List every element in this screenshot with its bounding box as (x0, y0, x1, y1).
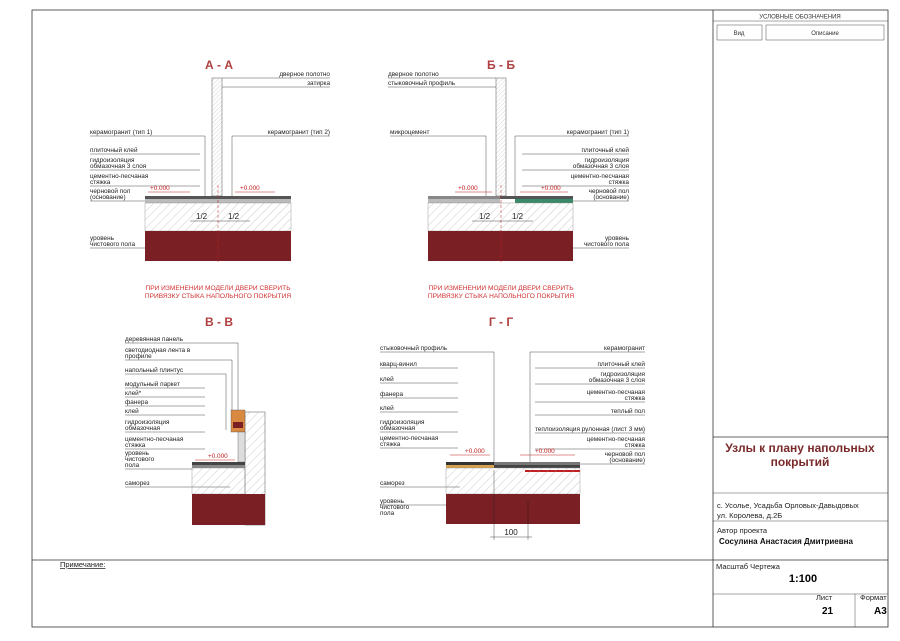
callout-label: гидроизоляция (90, 157, 135, 164)
callout-label: стяжка (380, 441, 401, 448)
drawing-title-line-1: Узлы к плану напольных (725, 441, 875, 455)
callout-label: ПРИВЯЗКУ СТЫКА НАПОЛЬНОГО ПОКРЫТИЯ (427, 293, 575, 300)
callout-label: обмазочная 3 слоя (572, 163, 629, 170)
callout-label: черновой пол (90, 188, 131, 195)
callout-label: чистового пола (583, 241, 629, 248)
format-value: А3 (874, 606, 887, 617)
callout-label: цементно-песчаная (586, 436, 645, 443)
callout-label: дверное полотно (388, 71, 439, 78)
callout-label: +0.000 (535, 448, 555, 455)
section-gg (380, 315, 646, 540)
callout-label: +0.000 (541, 185, 561, 192)
callout-label: пола (380, 510, 395, 517)
callout-label: (основание) (609, 457, 645, 464)
callout-label: обмазочная 3 слоя (90, 163, 147, 170)
section-bb (388, 58, 630, 300)
callout-label: 1/2 (479, 212, 491, 221)
callout-label: деревянная панель (125, 336, 183, 343)
callout-label: напольный плинтус (125, 367, 184, 374)
legend-col-desc: Описание (811, 31, 839, 37)
scale-label: Масштаб Чертежа (716, 562, 780, 571)
legend-table (713, 15, 888, 41)
callout-label: фанера (380, 391, 404, 398)
callout-label: уровень (125, 450, 149, 457)
callout-label: уровень (90, 235, 114, 242)
callout-label: цементно-песчаная (586, 389, 645, 396)
callout-label: гидроизоляция (380, 419, 425, 426)
callout-label: +0.000 (458, 185, 478, 192)
legend-header: УСЛОВНЫЕ ОБОЗНАЧЕНИЯ (759, 14, 841, 21)
door-leaf (212, 78, 222, 196)
section-vv (125, 315, 265, 525)
callout-label: 100 (504, 528, 518, 537)
callout-label: обмазочная (125, 425, 161, 432)
section-aa (90, 58, 330, 300)
scale-value: 1:100 (788, 573, 818, 585)
callout-label: черновой пол (588, 188, 629, 195)
callout-label: стыковочный профиль (380, 345, 448, 352)
callout-label: гидроизоляция (125, 419, 170, 426)
callout-label: плиточный клей (581, 147, 629, 154)
callout-label: черновой пол (604, 451, 645, 458)
callout-label: керамогранит (тип 2) (267, 129, 330, 136)
legend-col-view: Вид (733, 31, 745, 37)
callout-label: плиточный клей (90, 147, 138, 154)
author-name: Сосулина Анастасия Дмитриевна (719, 537, 853, 546)
callout-label: +0.000 (240, 185, 260, 192)
callout-label: затирка (307, 80, 330, 87)
callout-label: ПРИ ИЗМЕНЕНИИ МОДЕЛИ ДВЕРИ СВЕРИТЬ (145, 285, 291, 292)
address-line-2: ул. Королева, д.2Б (717, 511, 783, 520)
author-label: Автор проекта (717, 526, 768, 535)
callout-label: чистового (125, 456, 155, 463)
callout-label: +0.000 (208, 453, 228, 460)
callout-label: гидроизоляция (600, 371, 645, 378)
callout-label: ПРИВЯЗКУ СТЫКА НАПОЛЬНОГО ПОКРЫТИЯ (144, 293, 292, 300)
format-label: Формат (860, 593, 887, 602)
callout-label: керамогранит (тип 1) (566, 129, 629, 136)
callout-label: +0.000 (465, 448, 485, 455)
callout-label: пола (125, 462, 140, 469)
callout-label: саморез (380, 480, 405, 487)
callout-label: стяжка (125, 442, 146, 449)
callout-label: цементно-песчаная (380, 435, 439, 442)
callout-label: чистового (380, 504, 410, 511)
callout-label: стяжка (624, 442, 645, 449)
callout-label: 1/2 (512, 212, 524, 221)
callout-label: керамогранит (тип 1) (90, 129, 153, 136)
callout-label: светодиодная лента в (125, 347, 191, 354)
door-leaf (496, 78, 506, 196)
callout-label: 1/2 (196, 212, 208, 221)
section-vv-heading: В - В (205, 315, 233, 329)
callout-label: керамогранит (604, 345, 645, 352)
callout-label: обмазочная (380, 425, 416, 432)
callout-label: стяжка (608, 179, 629, 186)
callout-label: профиле (125, 353, 152, 360)
callout-label: цементно-песчаная (90, 173, 149, 180)
callout-label: чистового пола (90, 241, 136, 248)
callout-label: теплый пол (610, 408, 645, 415)
title-block (713, 437, 888, 627)
section-bb-heading: Б - Б (487, 58, 515, 72)
callout-label: саморез (125, 480, 150, 487)
sheet-value: 21 (822, 606, 834, 617)
callout-label: клей (125, 408, 139, 415)
section-gg-heading: Г - Г (488, 315, 514, 329)
callout-label: стяжка (90, 179, 111, 186)
callout-label: 1/2 (228, 212, 240, 221)
callout-label: стыковочный профиль (388, 80, 456, 87)
callout-label: (основание) (90, 194, 126, 201)
callout-label: (основание) (593, 194, 629, 201)
drawing-title-line-2: покрытий (770, 455, 830, 469)
callout-label: +0.000 (150, 185, 170, 192)
callout-label: уровень (605, 235, 629, 242)
callout-label: плиточный клей (597, 361, 645, 368)
callout-label: цементно-песчаная (125, 436, 184, 443)
callout-label: гидроизоляция (584, 157, 629, 164)
callout-label: дверное полотно (279, 71, 330, 78)
section-aa-heading: А - А (205, 58, 233, 72)
callout-label: обмазочная 3 слоя (588, 377, 645, 384)
sheet-label: Лист (816, 593, 833, 602)
callout-label: клей (380, 376, 394, 383)
callout-label: фанера (125, 399, 149, 406)
callout-label: теплоизоляция рулонная (лист 3 мм) (534, 426, 645, 433)
callout-label: модульный паркет (125, 381, 180, 388)
callout-label: клей (380, 405, 394, 412)
callout-label: ПРИ ИЗМЕНЕНИИ МОДЕЛИ ДВЕРИ СВЕРИТЬ (428, 285, 574, 292)
callout-label: цементно-песчаная (570, 173, 629, 180)
note-label: Примечание: (60, 560, 106, 569)
callout-label: кварц-винил (380, 361, 417, 368)
callout-label: уровень (380, 498, 404, 505)
callout-label: микроцемент (390, 129, 430, 136)
address-line-1: с. Усолье, Усадьба Орловых-Давыдовых (717, 501, 859, 510)
wood-panel (231, 410, 245, 432)
callout-label: стяжка (624, 395, 645, 402)
callout-label: клей* (125, 390, 142, 397)
